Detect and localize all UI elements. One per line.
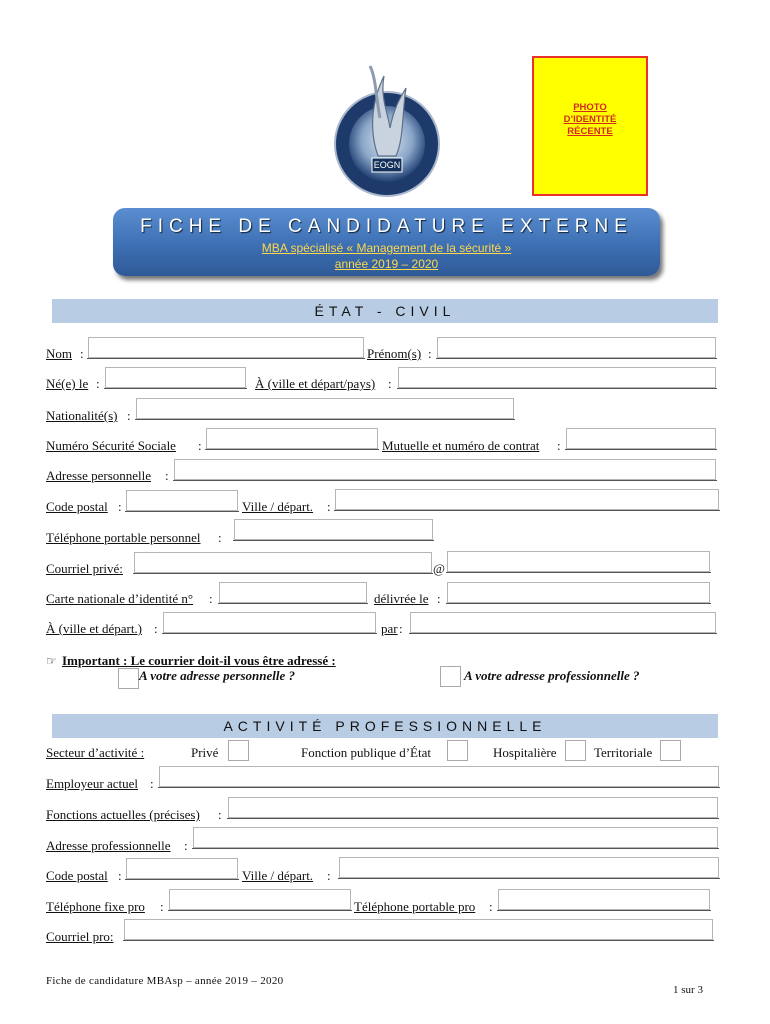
- tel-fixe-field[interactable]: [169, 889, 351, 910]
- delivree-field[interactable]: [447, 582, 710, 603]
- checkbox-fonction-publique[interactable]: [447, 740, 468, 761]
- label-telephone: Téléphone portable personnel: [46, 530, 201, 545]
- fonctions-field[interactable]: [228, 797, 718, 818]
- nationalite-field[interactable]: [136, 398, 514, 419]
- adresse-field[interactable]: [174, 459, 716, 480]
- label-secu: Numéro Sécurité Sociale: [46, 438, 176, 453]
- section-etat-civil: ÉTAT - CIVIL: [52, 299, 718, 323]
- mutuelle-field[interactable]: [566, 428, 716, 449]
- checkbox-adresse-pro[interactable]: [440, 666, 461, 687]
- label-ville: Ville / départ.: [242, 499, 314, 514]
- label-code-postal-pro: Code postal: [46, 868, 108, 883]
- ville-field[interactable]: [335, 489, 719, 510]
- logo-center-text: EOGN: [373, 160, 401, 170]
- label-adresse-pro: Adresse professionnelle: [46, 838, 171, 853]
- eogn-logo: [318, 58, 456, 198]
- label-secteur: Secteur d’activité :: [46, 745, 145, 760]
- label-nationalite: Nationalité(s): [46, 408, 118, 423]
- label-delivree: délivrée le: [374, 591, 429, 606]
- label-tel-fixe: Téléphone fixe pro: [46, 899, 145, 914]
- label-nom: Nom: [46, 346, 72, 361]
- label-ville-pro: Ville / départ.: [242, 868, 314, 883]
- title-banner: [113, 208, 660, 276]
- important-note: Important : Le courrier doit-il vous être adressé :: [62, 653, 336, 668]
- label-par: par: [381, 621, 398, 636]
- label-adresse-perso-option: A votre adresse personnelle ?: [139, 668, 295, 683]
- prenom-field[interactable]: [437, 337, 716, 358]
- photo-placeholder: [532, 56, 648, 196]
- label-prenom: Prénom(s): [367, 346, 422, 361]
- label-tel-portable-pro: Téléphone portable pro: [354, 899, 476, 914]
- code-postal-field[interactable]: [126, 490, 238, 511]
- employeur-field[interactable]: [159, 766, 719, 787]
- pointing-hand-icon: ☞: [46, 654, 57, 668]
- courriel-domain-field[interactable]: [447, 551, 710, 572]
- at-sign: @: [433, 561, 445, 576]
- nom-field[interactable]: [88, 337, 364, 358]
- adresse-pro-field[interactable]: [193, 827, 718, 848]
- lieu-delivrance-field[interactable]: [163, 612, 376, 633]
- banner-year: année 2019 – 2020: [334, 257, 439, 271]
- label-fonctions: Fonctions actuelles (précises): [46, 807, 200, 822]
- label-hospitaliere: Hospitalière: [493, 745, 557, 760]
- label-mutuelle: Mutuelle et numéro de contrat: [382, 438, 540, 453]
- checkbox-territoriale[interactable]: [660, 740, 681, 761]
- label-employeur: Employeur actuel: [46, 776, 139, 791]
- checkbox-hospitaliere[interactable]: [565, 740, 586, 761]
- lieu-naissance-field[interactable]: [398, 367, 716, 388]
- label-lieu-delivrance: À (ville et départ.): [46, 621, 143, 636]
- date-naissance-field[interactable]: [105, 367, 246, 388]
- code-postal-pro-field[interactable]: [126, 858, 238, 879]
- label-territoriale: Territoriale: [594, 745, 653, 760]
- banner-subtitle: MBA spécialisé « Management de la sécurité »: [261, 241, 512, 255]
- page-number: 1 sur 3: [673, 984, 703, 996]
- label-code-postal: Code postal: [46, 499, 108, 514]
- cni-field[interactable]: [219, 582, 367, 603]
- par-field[interactable]: [410, 612, 716, 633]
- secu-field[interactable]: [206, 428, 378, 449]
- ville-pro-field[interactable]: [339, 857, 719, 878]
- courriel-user-field[interactable]: [134, 552, 432, 573]
- section-activite: ACTIVITÉ PROFESSIONNELLE: [52, 714, 718, 738]
- label-courriel: Courriel privé:: [46, 561, 123, 576]
- label-adresse: Adresse personnelle: [46, 468, 152, 483]
- label-courriel-pro: Courriel pro:: [46, 929, 114, 944]
- label-prive: Privé: [191, 745, 219, 760]
- label-adresse-pro-option: A votre adresse professionnelle ?: [464, 668, 640, 683]
- label-ne-le: Né(e) le: [46, 376, 89, 391]
- checkbox-prive[interactable]: [228, 740, 249, 761]
- label-cni: Carte nationale d’identité n°: [46, 591, 194, 606]
- courriel-pro-field[interactable]: [124, 919, 713, 940]
- checkbox-adresse-perso[interactable]: [118, 668, 139, 689]
- banner-title: FICHE DE CANDIDATURE EXTERNE: [140, 216, 633, 237]
- footer-text: Fiche de candidature MBAsp – année 2019 – 2020: [46, 975, 284, 987]
- label-lieu-naissance: À (ville et départ/pays): [255, 376, 376, 391]
- photo-label: PHOTO D’IDENTITÉ RÉCENTE: [563, 102, 617, 137]
- label-fonction-publique: Fonction publique d’État: [301, 745, 431, 760]
- tel-portable-pro-field[interactable]: [498, 889, 710, 910]
- telephone-field[interactable]: [234, 519, 433, 540]
